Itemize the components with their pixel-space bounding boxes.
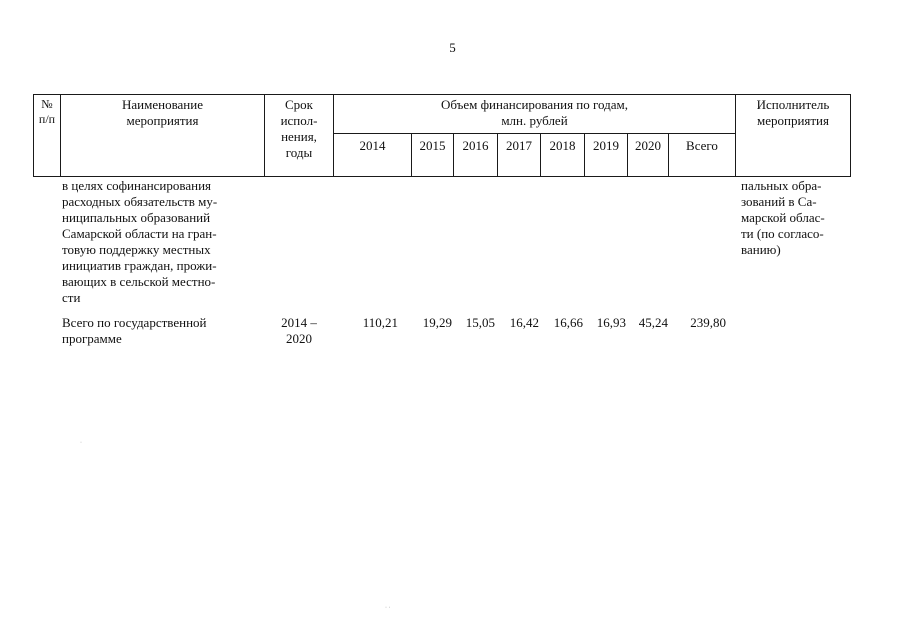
year-2019: 2019 [593,138,619,153]
total-2020: 45,24 [638,315,668,330]
header-top-border [33,94,851,95]
year-2017: 2017 [506,138,532,153]
page-number: 5 [449,40,456,55]
total-all: 239,80 [690,315,726,330]
year-2015: 2015 [419,138,446,153]
year-2014: 2014 [359,138,386,153]
header-term: Срок испол- нения, годы [280,97,318,160]
year-2020: 2020 [635,138,661,153]
years-top-border [333,133,735,134]
year-total: Всего [686,138,718,153]
scan-speck: · [80,440,82,446]
total-2015: 19,29 [422,315,452,330]
total-2019: 16,93 [596,315,626,330]
header-name: Наименование мероприятия [122,97,203,128]
total-term: 2014 – 2020 [281,315,317,346]
year-2018: 2018 [549,138,576,153]
header-bottom-border [33,176,851,177]
continuation-executor-cell: пальных обра- зований в Са- марской облас- ти (по согласо- ванию) [741,178,825,257]
header-financing: Объем финансирования по годам, млн. рублей [440,97,629,128]
header-executor: Исполнитель мероприятия [756,97,830,128]
total-2018: 16,66 [553,315,583,330]
total-2016: 15,05 [465,315,495,330]
scan-speck: · · [385,605,391,611]
header-num: № п/п [38,97,56,126]
total-2017: 16,42 [509,315,539,330]
continuation-name-cell: в целях софинансирования расходных обязательств му- ниципальных образований Самарской области на гран- товую поддержку местных инициатив граждан, прожи- вающих в сельской местно- сти [62,178,218,305]
total-2014: 110,21 [362,315,398,330]
year-2016: 2016 [462,138,489,153]
col-border [850,94,851,177]
total-label: Всего по государственной программе [62,315,207,346]
